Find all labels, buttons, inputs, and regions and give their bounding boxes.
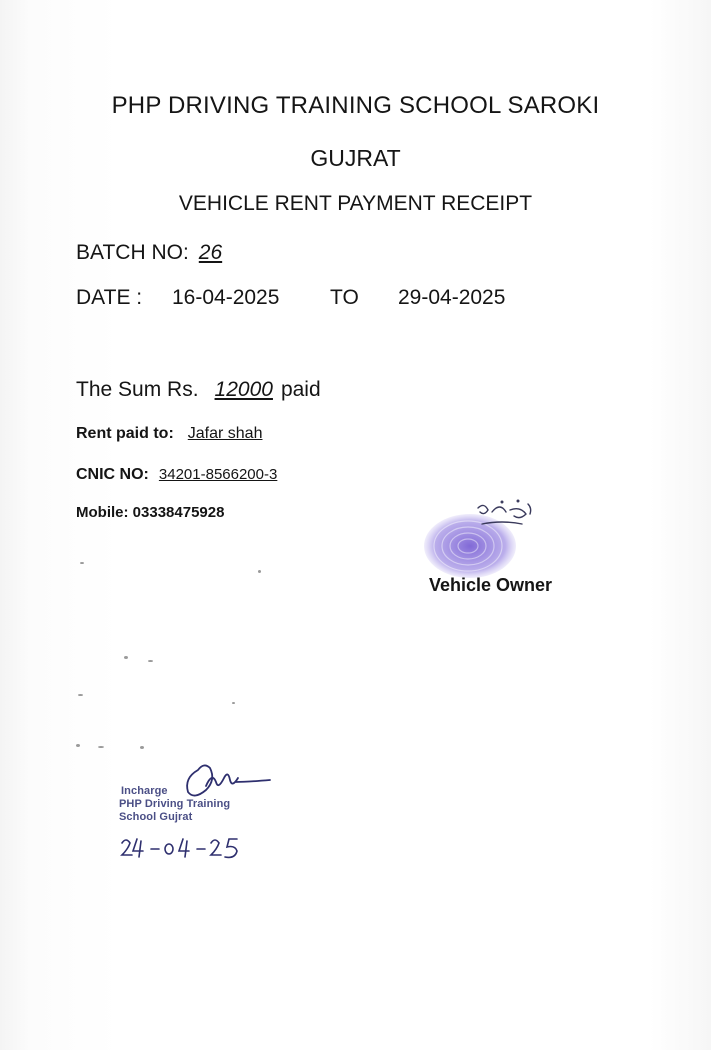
scan-speck [124, 656, 128, 659]
vehicle-owner-label: Vehicle Owner [429, 575, 553, 595]
scan-speck [148, 660, 153, 662]
mobile-label: Mobile: [76, 504, 129, 521]
incharge-title: Incharge [121, 785, 168, 797]
batch-row [76, 241, 222, 265]
sum-amount: 12000 [214, 378, 273, 401]
date-label: DATE : [76, 286, 143, 309]
scan-speck [232, 702, 235, 704]
mobile-row [76, 504, 224, 521]
date-from: 16-04-2025 [172, 286, 280, 309]
owner-signature [472, 498, 542, 534]
batch-value: 26 [198, 241, 223, 264]
sum-row [76, 378, 321, 402]
cnic-value: 34201-8566200-3 [158, 466, 278, 483]
school-name: PHP DRIVING TRAINING SCHOOL SAROKI [111, 92, 600, 119]
date-to: 29-04-2025 [398, 286, 506, 309]
rent-paid-value: Jafar shah [187, 425, 263, 442]
rent-paid-row [76, 425, 262, 443]
date-row [76, 286, 556, 314]
paid-label: paid [280, 378, 321, 401]
scan-speck [78, 694, 83, 696]
cnic-label: CNIC NO: [76, 466, 149, 483]
incharge-stamp [119, 785, 299, 824]
scan-speck [80, 562, 84, 564]
school-city: GUJRAT [310, 145, 401, 171]
date-to-label: TO [330, 286, 359, 309]
incharge-school: PHP Driving Training [119, 798, 231, 810]
scan-speck [258, 570, 261, 573]
handwritten-date [119, 833, 249, 863]
scan-speck [76, 744, 80, 747]
cnic-row [76, 466, 277, 484]
rent-paid-label: Rent paid to: [76, 425, 174, 442]
incharge-city: School Gujrat [119, 811, 193, 823]
batch-label: BATCH NO: [76, 241, 189, 264]
scan-speck [140, 746, 144, 749]
scan-speck [98, 746, 104, 748]
mobile-value: 03338475928 [132, 504, 225, 521]
sum-label: The Sum Rs. [76, 378, 199, 401]
receipt-title: VEHICLE RENT PAYMENT RECEIPT [178, 192, 533, 215]
